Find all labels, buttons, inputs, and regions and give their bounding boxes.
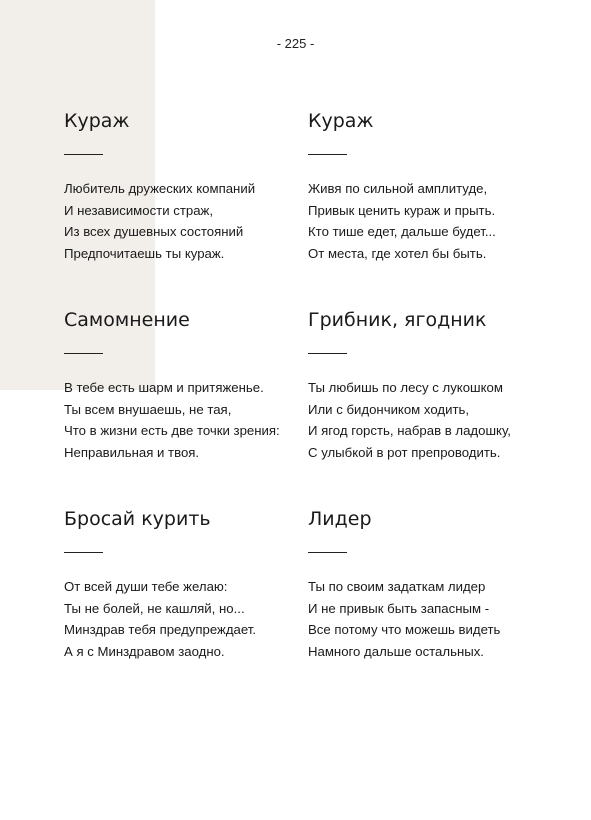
poem-line: От места, где хотел бы быть.	[308, 245, 487, 261]
poem-line: Предпочитаешь ты кураж.	[64, 245, 225, 261]
poem-line: Намного дальше остальных.	[308, 643, 484, 659]
poem-lider	[308, 507, 558, 662]
poem-title: Кураж	[308, 110, 374, 132]
title-underline	[64, 552, 103, 553]
poem-line: Ты всем внушаешь, не тая,	[64, 401, 232, 417]
page-number: - 225 -	[276, 36, 315, 51]
title-underline	[64, 353, 103, 354]
title-underline	[308, 154, 347, 155]
title-underline	[308, 552, 347, 553]
poem-line: Любитель дружеских компаний	[64, 181, 256, 196]
poem-title: Самомнение	[64, 309, 190, 331]
poem-stanza	[64, 178, 314, 264]
poem-kurazh-1	[64, 109, 314, 264]
poem-stanza	[308, 377, 558, 463]
poem-line: Или с бидончиком ходить,	[308, 401, 470, 417]
poem-line: И не привык быть запасным -	[308, 600, 490, 616]
poem-line: Кто тише едет, дальше будет...	[308, 224, 496, 239]
poem-line: А я с Минздравом заодно.	[64, 643, 225, 659]
poem-line: Ты по своим задаткам лидер	[308, 579, 486, 594]
poem-gribnik-yagodnik	[308, 308, 558, 463]
poem-line: Привык ценить кураж и прыть.	[308, 202, 496, 218]
poem-title: Лидер	[308, 508, 372, 530]
poem-stanza	[308, 178, 558, 264]
poem-kurazh-2	[308, 109, 558, 264]
poem-line: От всей души тебе желаю:	[64, 579, 228, 594]
poem-title: Бросай курить	[64, 508, 211, 530]
poem-line: Из всех душевных состояний	[64, 224, 244, 239]
poem-line: Все потому что можешь видеть	[308, 622, 501, 637]
title-underline	[64, 154, 103, 155]
poem-line: Неправильная и твоя.	[64, 444, 200, 460]
poem-line: Ты не болей, не кашляй, но...	[64, 600, 245, 616]
poem-line: С улыбкой в рот препроводить.	[308, 444, 501, 460]
poem-title: Грибник, ягодник	[308, 309, 487, 331]
poem-line: И ягод горсть, набрав в ладошку,	[308, 423, 511, 438]
poem-line: Живя по сильной амплитуде,	[308, 181, 488, 196]
title-underline	[308, 353, 347, 354]
poem-line: Ты любишь по лесу с лукошком	[308, 380, 503, 395]
poem-line: Что в жизни есть две точки зрения:	[64, 423, 280, 438]
poem-samomnenie	[64, 308, 314, 463]
poem-stanza	[64, 576, 314, 662]
poem-stanza	[308, 576, 558, 662]
poem-line: И независимости страж,	[64, 202, 214, 218]
poem-line: В тебе есть шарм и притяженье.	[64, 380, 264, 395]
poem-stanza	[64, 377, 314, 463]
poem-line: Минздрав тебя предупреждает.	[64, 622, 257, 637]
poem-title: Кураж	[64, 110, 130, 132]
poem-brosai-kurit	[64, 507, 314, 662]
